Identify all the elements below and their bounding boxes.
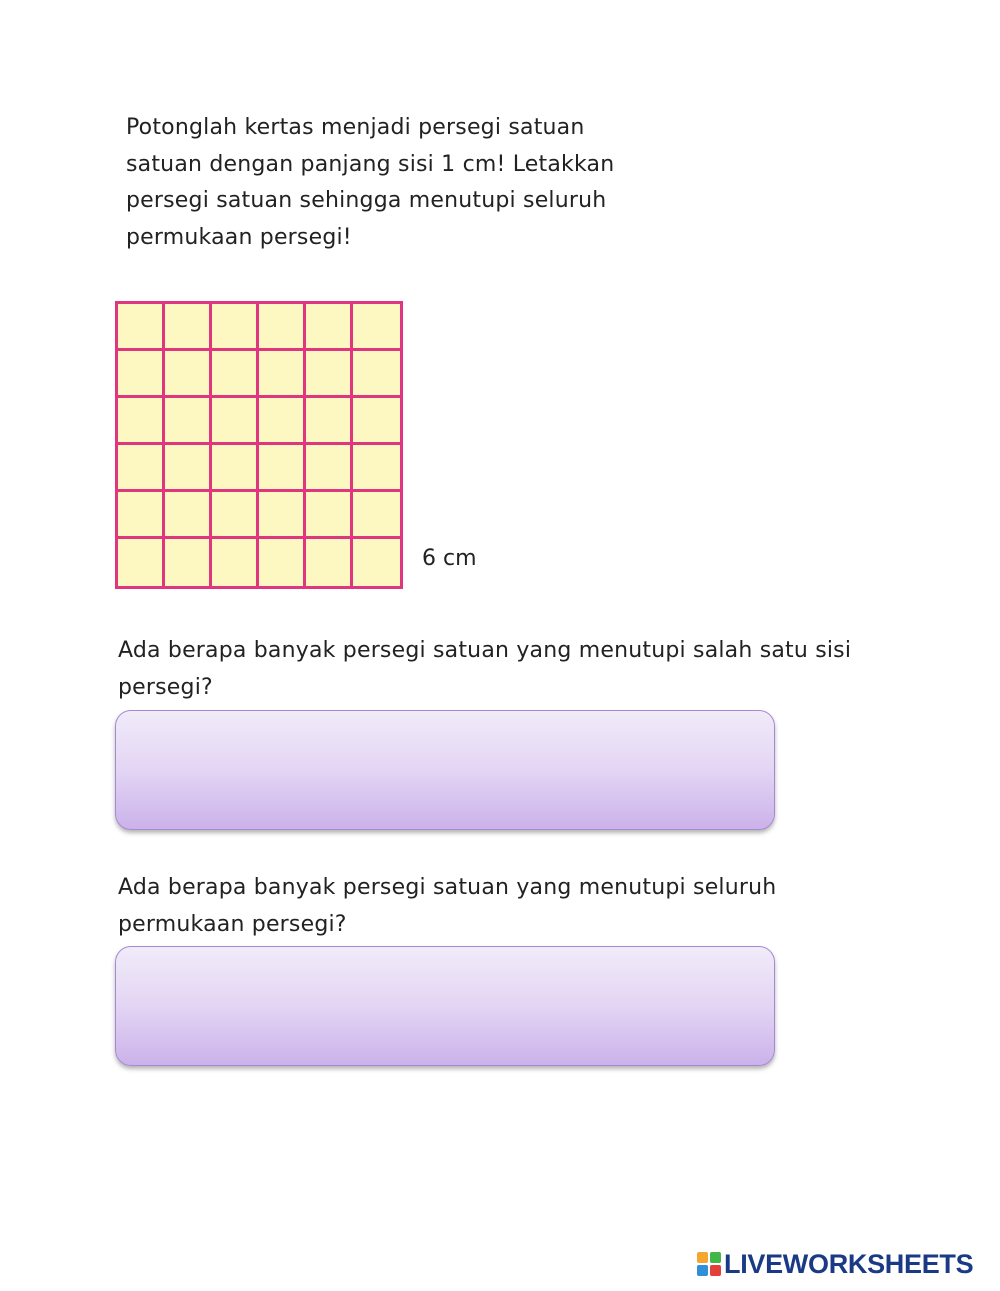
unit-square: [353, 445, 400, 492]
unit-square: [118, 539, 165, 586]
unit-square: [306, 492, 353, 539]
logo-square: [697, 1265, 708, 1276]
unit-square: [259, 492, 306, 539]
unit-square: [212, 492, 259, 539]
unit-square: [259, 304, 306, 351]
unit-square: [118, 492, 165, 539]
unit-square: [306, 304, 353, 351]
unit-square: [259, 445, 306, 492]
unit-square: [212, 351, 259, 398]
unit-square: [306, 351, 353, 398]
unit-square: [212, 398, 259, 445]
logo-square: [710, 1265, 721, 1276]
logo-square: [710, 1252, 721, 1263]
unit-square: [165, 539, 212, 586]
unit-square: [353, 398, 400, 445]
unit-square: [353, 351, 400, 398]
unit-square: [353, 304, 400, 351]
unit-square: [259, 351, 306, 398]
unit-square: [118, 398, 165, 445]
question-1: Ada berapa banyak persegi satuan yang menutupi salah satu sisi persegi?: [118, 638, 852, 700]
unit-square: [259, 539, 306, 586]
liveworksheets-logo-icon: [697, 1252, 721, 1276]
unit-square: [118, 351, 165, 398]
answer-input-1[interactable]: [115, 710, 775, 830]
liveworksheets-brand: [697, 1247, 973, 1281]
unit-square: [212, 304, 259, 351]
unit-square-grid: [115, 301, 403, 589]
unit-square: [259, 398, 306, 445]
unit-square: [353, 539, 400, 586]
unit-square: [165, 351, 212, 398]
side-length-label: 6 cm: [422, 546, 477, 571]
unit-square: [118, 304, 165, 351]
unit-square: [165, 398, 212, 445]
unit-square: [306, 539, 353, 586]
answer-input-2[interactable]: [115, 946, 775, 1066]
unit-square: [353, 492, 400, 539]
unit-square: [306, 398, 353, 445]
unit-square: [118, 445, 165, 492]
unit-square: [306, 445, 353, 492]
unit-square: [165, 445, 212, 492]
brand-name: LIVEWORKSHEETS: [724, 1248, 974, 1279]
unit-square: [165, 492, 212, 539]
question-2: Ada berapa banyak persegi satuan yang menutupi seluruh permukaan persegi?: [118, 875, 777, 937]
unit-square: [165, 304, 212, 351]
unit-square: [212, 539, 259, 586]
instruction-text: Potonglah kertas menjadi persegi satuan satuan dengan panjang sisi 1 cm! Letakkan persegi satuan sehingga menutupi seluruh permukaan persegi!: [126, 115, 615, 250]
unit-square: [212, 445, 259, 492]
logo-square: [697, 1252, 708, 1263]
